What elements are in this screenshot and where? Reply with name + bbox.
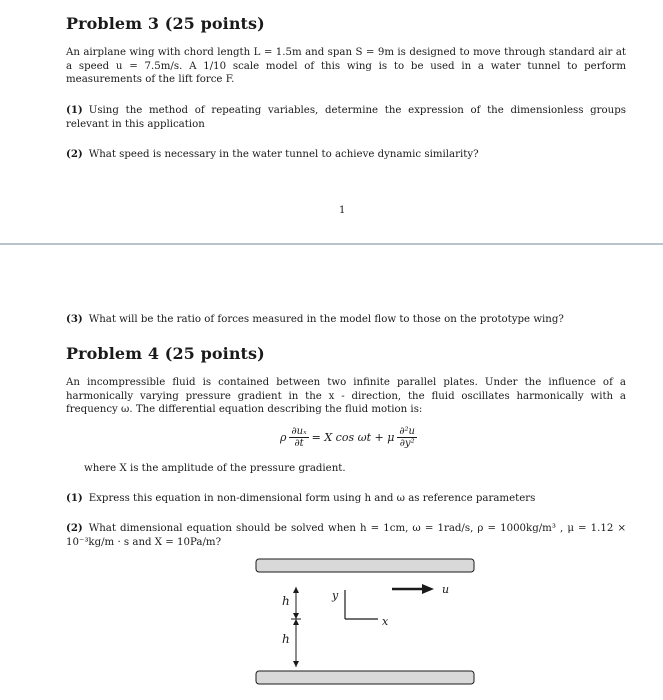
eq-lhs-fraction [289, 426, 308, 449]
eq-rhs-numerator: ∂²u [399, 426, 415, 437]
label-h-top: h [282, 594, 290, 608]
label-x: x [382, 615, 389, 628]
problem-3-question-2 [66, 148, 626, 162]
eq-lhs-numerator: ∂uₓ [291, 426, 307, 437]
label-h-bottom: h [282, 632, 290, 646]
question-text: What dimensional equation should be solved when h = 1cm, ω = 1rad/s, ρ = 1000kg/m³ , μ = 1.12 × 10⁻³kg/m · s and X = 10Pa/m? [66, 523, 626, 548]
arrow-right-icon [422, 584, 434, 594]
question-number: (2) [66, 522, 83, 534]
problem-4-title: Problem 4 (25 points) [66, 344, 265, 363]
differential-equation [280, 426, 417, 449]
problem-4-question-1 [66, 492, 626, 506]
question-number: (2) [66, 148, 83, 160]
parallel-plates-diagram [250, 555, 480, 690]
question-text: What speed is necessary in the water tunnel to achieve dynamic similarity? [88, 149, 479, 160]
problem-3-question-1 [66, 104, 626, 131]
question-text: What will be the ratio of forces measured in the model flow to those on the prototype wing? [88, 314, 564, 325]
eq-rhs-fraction [397, 426, 417, 449]
eq-rho: ρ [280, 431, 287, 444]
page-number: 1 [339, 205, 346, 216]
question-number: (1) [66, 492, 83, 504]
bottom-plate [256, 671, 474, 684]
eq-rhs-denominator: ∂y² [399, 438, 415, 449]
label-u: u [442, 583, 450, 596]
problem-3-intro: An airplane wing with chord length L = 1.5m and span S = 9m is designed to move through standard air at a speed u = 7.5m/s. A 1/10 scale model of this wing is to be used in a water tunnel to perform measurements of the lift force F. [66, 47, 626, 86]
problem-4-intro: An incompressible fluid is contained between two infinite parallel plates. Under the influence of a harmonically varying pressure gradient in the x - direction, the fluid oscillates harmonically with a frequency ω. The differential equation describing the fluid motion is: [66, 377, 626, 416]
arrow-down-icon [293, 661, 299, 667]
question-text: Using the method of repeating variables, determine the expression of the dimensionless groups relevant in this application [66, 105, 626, 130]
problem-3-question-3 [66, 313, 626, 327]
question-number: (1) [66, 104, 83, 116]
question-text: Express this equation in non-dimensional form using h and ω as reference parameters [88, 493, 536, 504]
top-plate [256, 559, 474, 572]
problem-4-question-2 [66, 522, 626, 549]
eq-middle: = X cos ωt + μ [311, 431, 395, 444]
problem-3-title: Problem 3 (25 points) [66, 14, 265, 33]
question-number: (3) [66, 313, 83, 325]
where-text: where X is the amplitude of the pressure gradient. [84, 463, 346, 474]
eq-lhs-denominator: ∂t [294, 438, 304, 449]
label-y: y [332, 589, 339, 602]
arrow-down-icon [293, 613, 299, 619]
arrow-up-icon [293, 619, 299, 625]
arrow-up-icon [293, 587, 299, 593]
